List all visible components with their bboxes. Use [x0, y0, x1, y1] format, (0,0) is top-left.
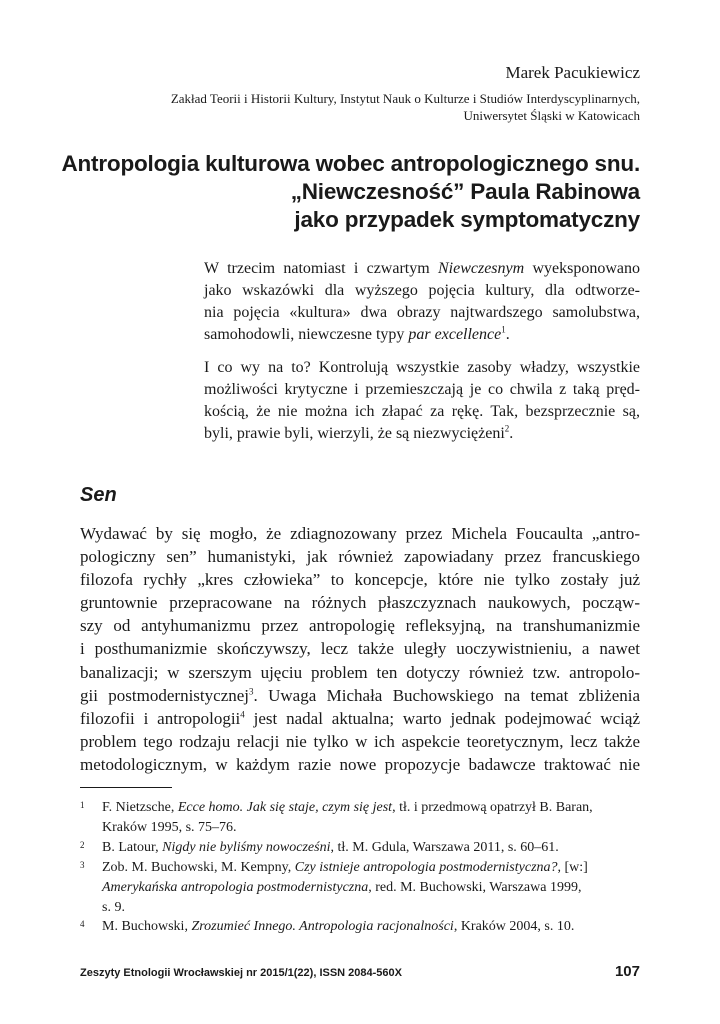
journal-footer: Zeszyty Etnologii Wrocławskiej nr 2015/1(22), ISSN 2084-560X	[80, 967, 402, 979]
body-line: szy od antyhumanizmu przez antropologię refleksyjną, na transhumanizmie	[80, 616, 640, 636]
footnote-1	[80, 798, 640, 838]
footnote-text: M. Buchowski, Zrozumieć Innego. Antropologia racjonalności, Kraków 2004, s. 10.	[102, 919, 575, 934]
body-line: Wydawać by się mogło, że zdiagnozowany przez Michela Foucaulta „antro-	[80, 524, 640, 543]
footnote-text: B. Latour, Nigdy nie byliśmy nowocześni, tł. M. Gdula, Warszawa 2011, s. 60–61.	[102, 840, 559, 855]
page-number: 107	[614, 963, 640, 980]
motto-quote-1	[204, 258, 640, 346]
footnote-ref-2: 2	[504, 423, 510, 434]
body-line: metodologicznym, w każdym razie nowe propozycje badawcze traktować nie	[80, 754, 640, 774]
footnote-4	[80, 917, 640, 937]
footnote-text: Zob. M. Buchowski, M. Kempny, Czy istnieje antropologia postmodernistyczna?, [w:] Amerykańska antropologia postmodernistyczna, red. M. Buchowski, Warszawa 1999, s. 9.	[102, 860, 588, 915]
motto2-line-1: I co wy na to? Kontrolują wszystkie zasoby władzy, wszystkie	[204, 359, 640, 376]
body-line: gii postmodernistycznej$^3$. Uwaga Michała Buchowskiego na temat zbliżenia	[80, 685, 641, 705]
title-line-2: „Niewczesność” Paula Rabinowa	[290, 179, 640, 204]
motto1-line-2: jako wskazówki dla wyższego pojęcia kultury, dla odtworze-	[204, 282, 640, 299]
affiliation-line-2: Uniwersytet Śląski w Katowicach	[463, 108, 640, 123]
footnote-3	[80, 858, 640, 918]
footnote-ref-1: 1	[501, 324, 506, 335]
body-text	[80, 522, 640, 776]
footnote-ref-3: 3	[249, 686, 254, 696]
article-title	[60, 150, 640, 234]
motto1-line-1: W trzecim natomiast i czwartym Niewczesnym wyeksponowano	[204, 260, 640, 277]
footnote-divider	[80, 787, 172, 788]
footnote-number: 2	[80, 840, 85, 850]
footnote-text: F. Nietzsche, Ecce homo. Jak się staje, czym się jest, tł. i przedmową opatrzył B. Baran, Kraków 1995, s. 75–76.	[102, 800, 593, 835]
motto2-line-4: byli, prawie byli, wierzyli, że są niezwyciężeni$^2$.	[204, 423, 514, 442]
motto2-line-3: kością, że nie można ich złapać za rękę. Tak, bezsprzecznie są,	[204, 403, 640, 420]
author-name: Marek Pacukiewicz	[505, 63, 640, 82]
footnote-number: 3	[80, 860, 85, 870]
title-line-1: Antropologia kulturowa wobec antropologicznego snu.	[61, 151, 640, 176]
footnote-2	[80, 838, 640, 858]
body-line: filozofii i antropologii$^4$ jest nadal aktualna; warto jednak podejmować wciąż	[80, 708, 640, 728]
motto2-line-2: możliwości krytyczne i przemieszczają je co chwila z taką pręd-	[204, 381, 640, 398]
author-affiliation	[120, 90, 640, 124]
body-line: problem tego rodzaju relacji nie tylko w ich aspekcie teoretycznym, lecz także	[80, 731, 640, 751]
body-line: filozofa rychły „kres człowieka” to koncepcje, które nie tylko zostały już	[80, 570, 640, 590]
affiliation-line-1: Zakład Teorii i Historii Kultury, Instytut Nauk o Kulturze i Studiów Interdyscyplinarnych,	[170, 91, 640, 106]
title-line-3: jako przypadek symptomatyczny	[294, 207, 640, 232]
motto-quote-2	[204, 357, 640, 445]
footnote-number: 1	[80, 800, 85, 810]
section-heading: Sen	[80, 484, 117, 506]
body-line: i posthumanizmie skończywszy, lecz także uległy uoczywistnieniu, a nawet	[80, 639, 640, 659]
footnote-number: 4	[80, 919, 85, 929]
motto1-line-4: samohodowli, niewczesne typy par excellence$^1$.	[204, 324, 510, 343]
body-line: pologiczny sen” humanistyki, jak również zapowiadany przez francuskiego	[80, 547, 640, 567]
body-line: banalizacji; w szerszym ujęciu problem ten dotyczy również tzw. antropolo-	[80, 662, 640, 682]
motto1-line-3: nia pojęcia «kultura» dwa obrazy najtwardszego samolubstwa,	[204, 304, 640, 321]
body-line: gruntownie przepracowane na różnych płaszczyznach naukowych, począw-	[80, 593, 640, 613]
footnote-ref-4: 4	[240, 709, 245, 720]
